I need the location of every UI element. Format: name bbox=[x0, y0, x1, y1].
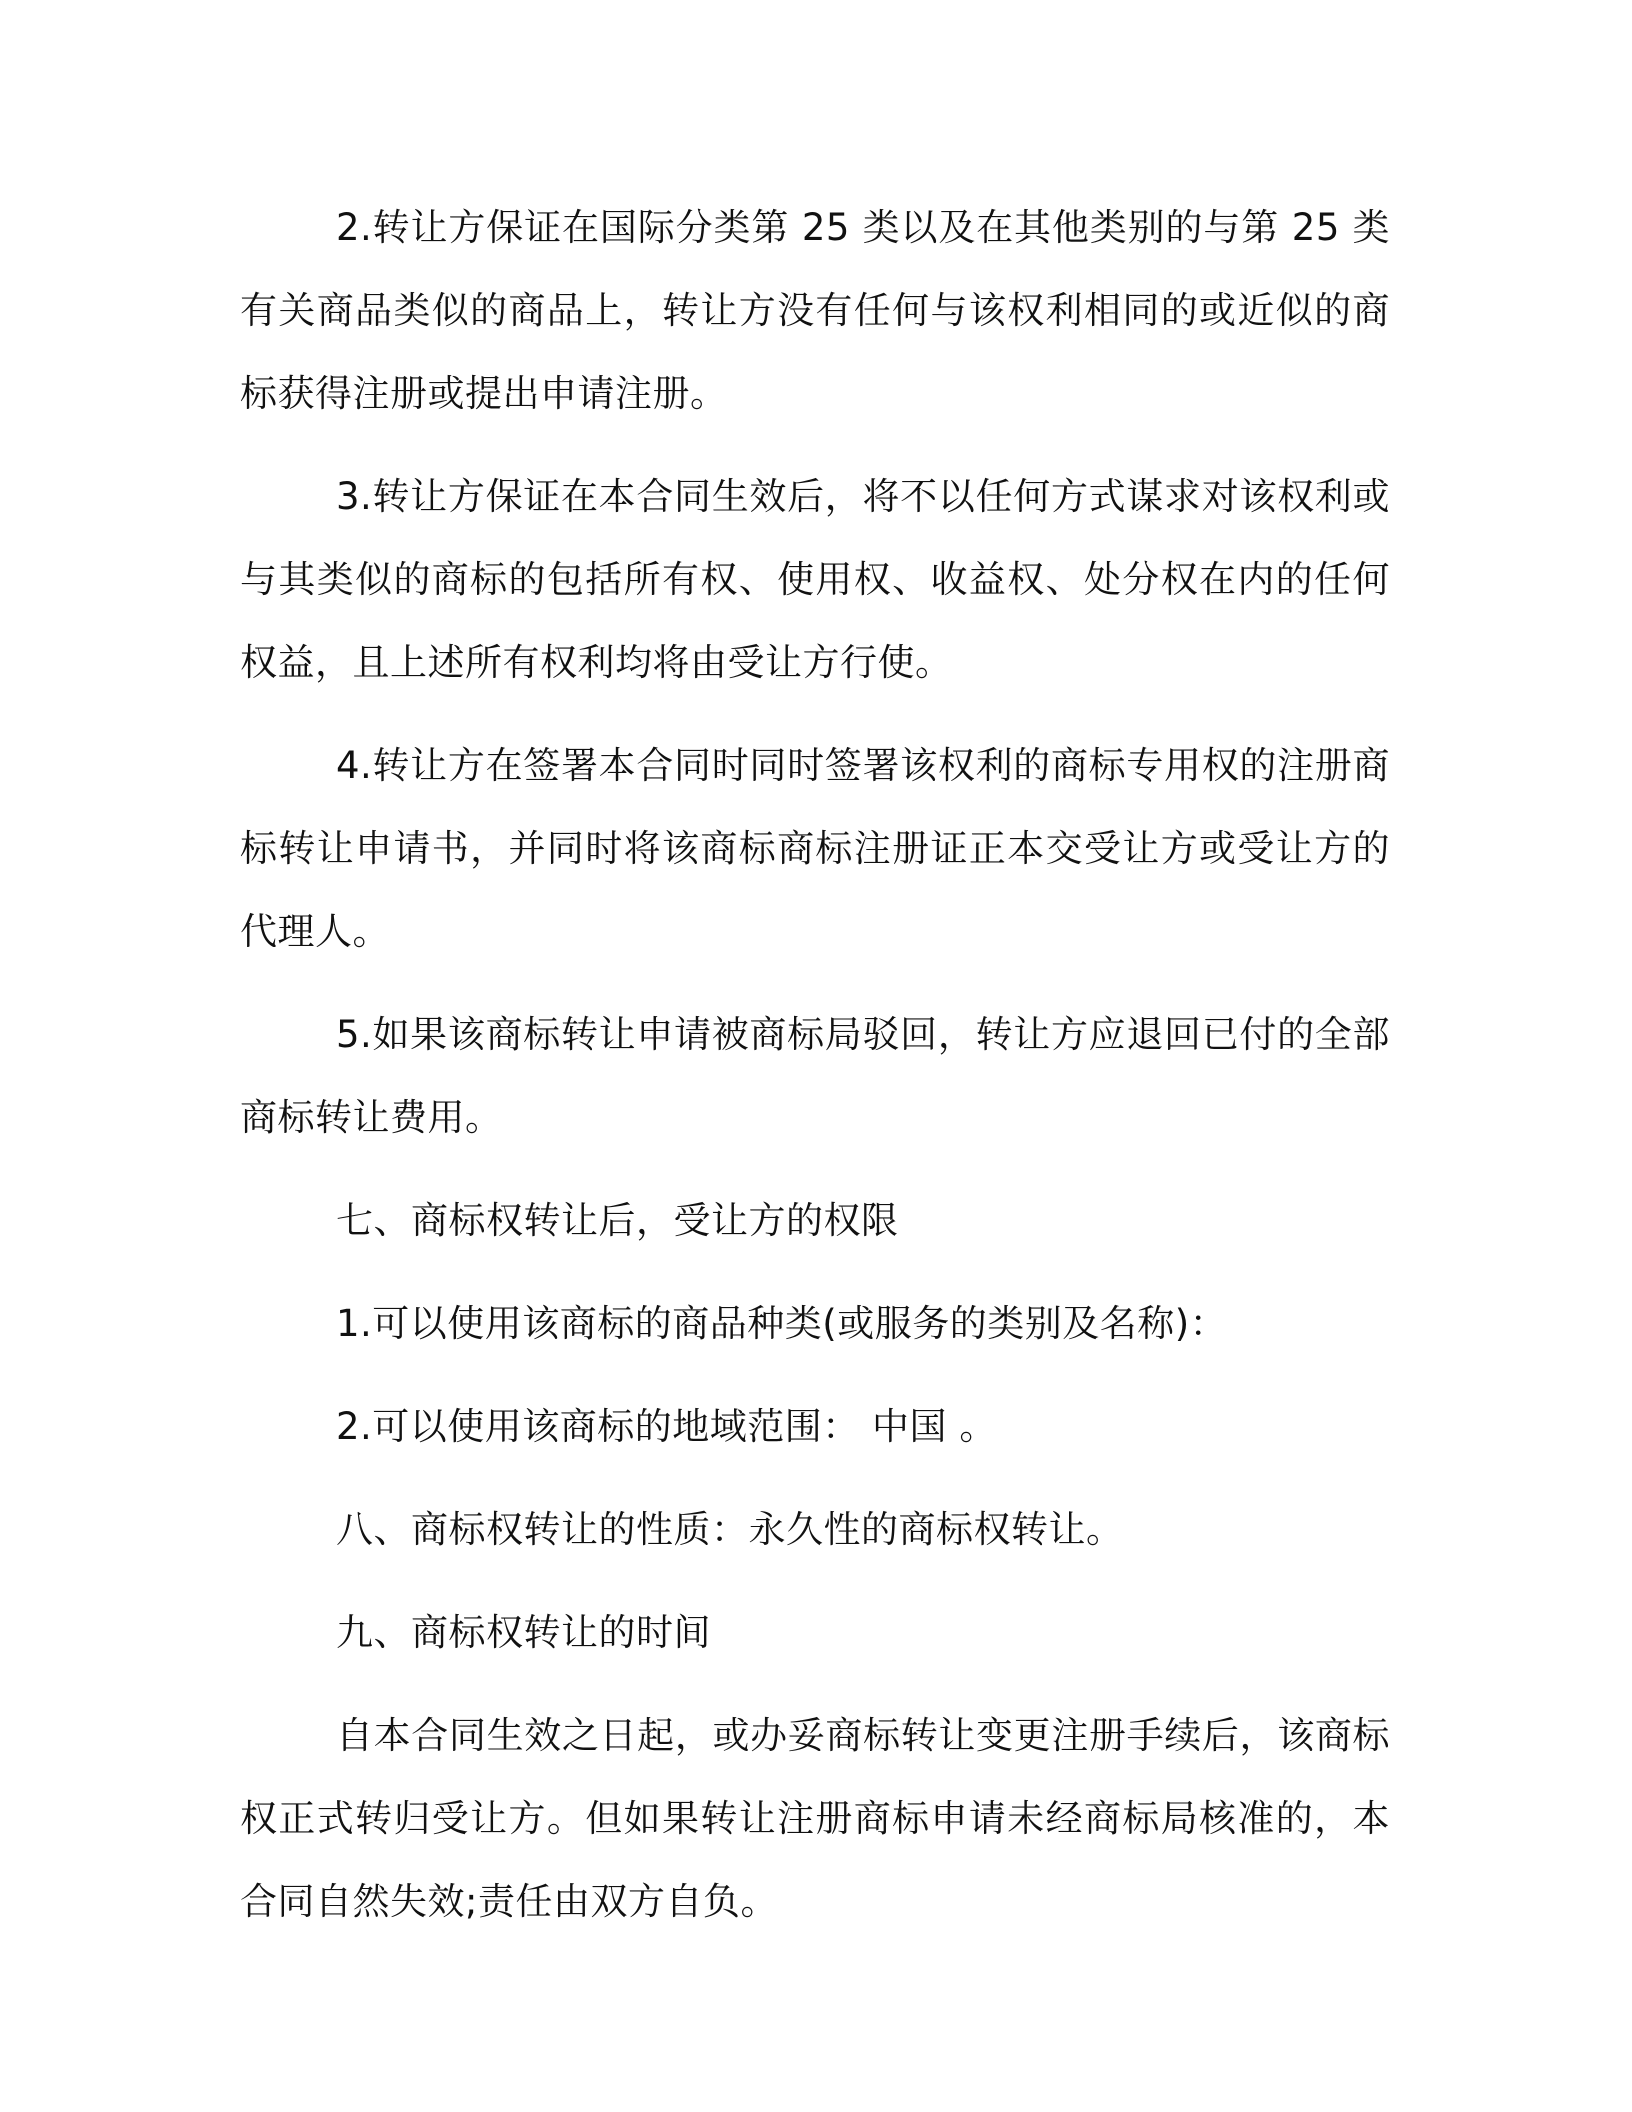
section-7-heading: 七、商标权转让后，受让方的权限 bbox=[336, 1199, 899, 1242]
section-8-heading: 八、商标权转让的性质：永久性的商标权转让。 bbox=[336, 1508, 1124, 1551]
clause-3: 3.转让方保证在本合同生效后，将不以任何方式谋求对该权利或与其类似的商标的包括所有权、使用权、收益权、处分权在内的任何权益，且上述所有权利均将由受让方行使。 bbox=[240, 475, 1390, 684]
section-9-heading: 九、商标权转让的时间 bbox=[336, 1611, 711, 1654]
clause-2: 2.转让方保证在国际分类第 25 类以及在其他类别的与第 25 类有关商品类似的商品上，转让方没有任何与该权利相同的或近似的商标获得注册或提出申请注册。 bbox=[240, 206, 1390, 415]
section-7-item-1: 1.可以使用该商标的商品种类(或服务的类别及名称)： bbox=[336, 1302, 1228, 1345]
document-body bbox=[240, 186, 1390, 1963]
clause-5: 5.如果该商标转让申请被商标局驳回，转让方应退回已付的全部商标转让费用。 bbox=[240, 1013, 1390, 1139]
section-7-item-2: 2.可以使用该商标的地域范围： 中国 。 bbox=[336, 1405, 997, 1448]
section-9-body: 自本合同生效之日起，或办妥商标转让变更注册手续后，该商标权正式转归受让方。但如果转让注册商标申请未经商标局核准的，本合同自然失效;责任由双方自负。 bbox=[240, 1714, 1390, 1923]
clause-4: 4.转让方在签署本合同时同时签署该权利的商标专用权的注册商标转让申请书，并同时将该商标商标注册证正本交受让方或受让方的代理人。 bbox=[240, 744, 1390, 953]
